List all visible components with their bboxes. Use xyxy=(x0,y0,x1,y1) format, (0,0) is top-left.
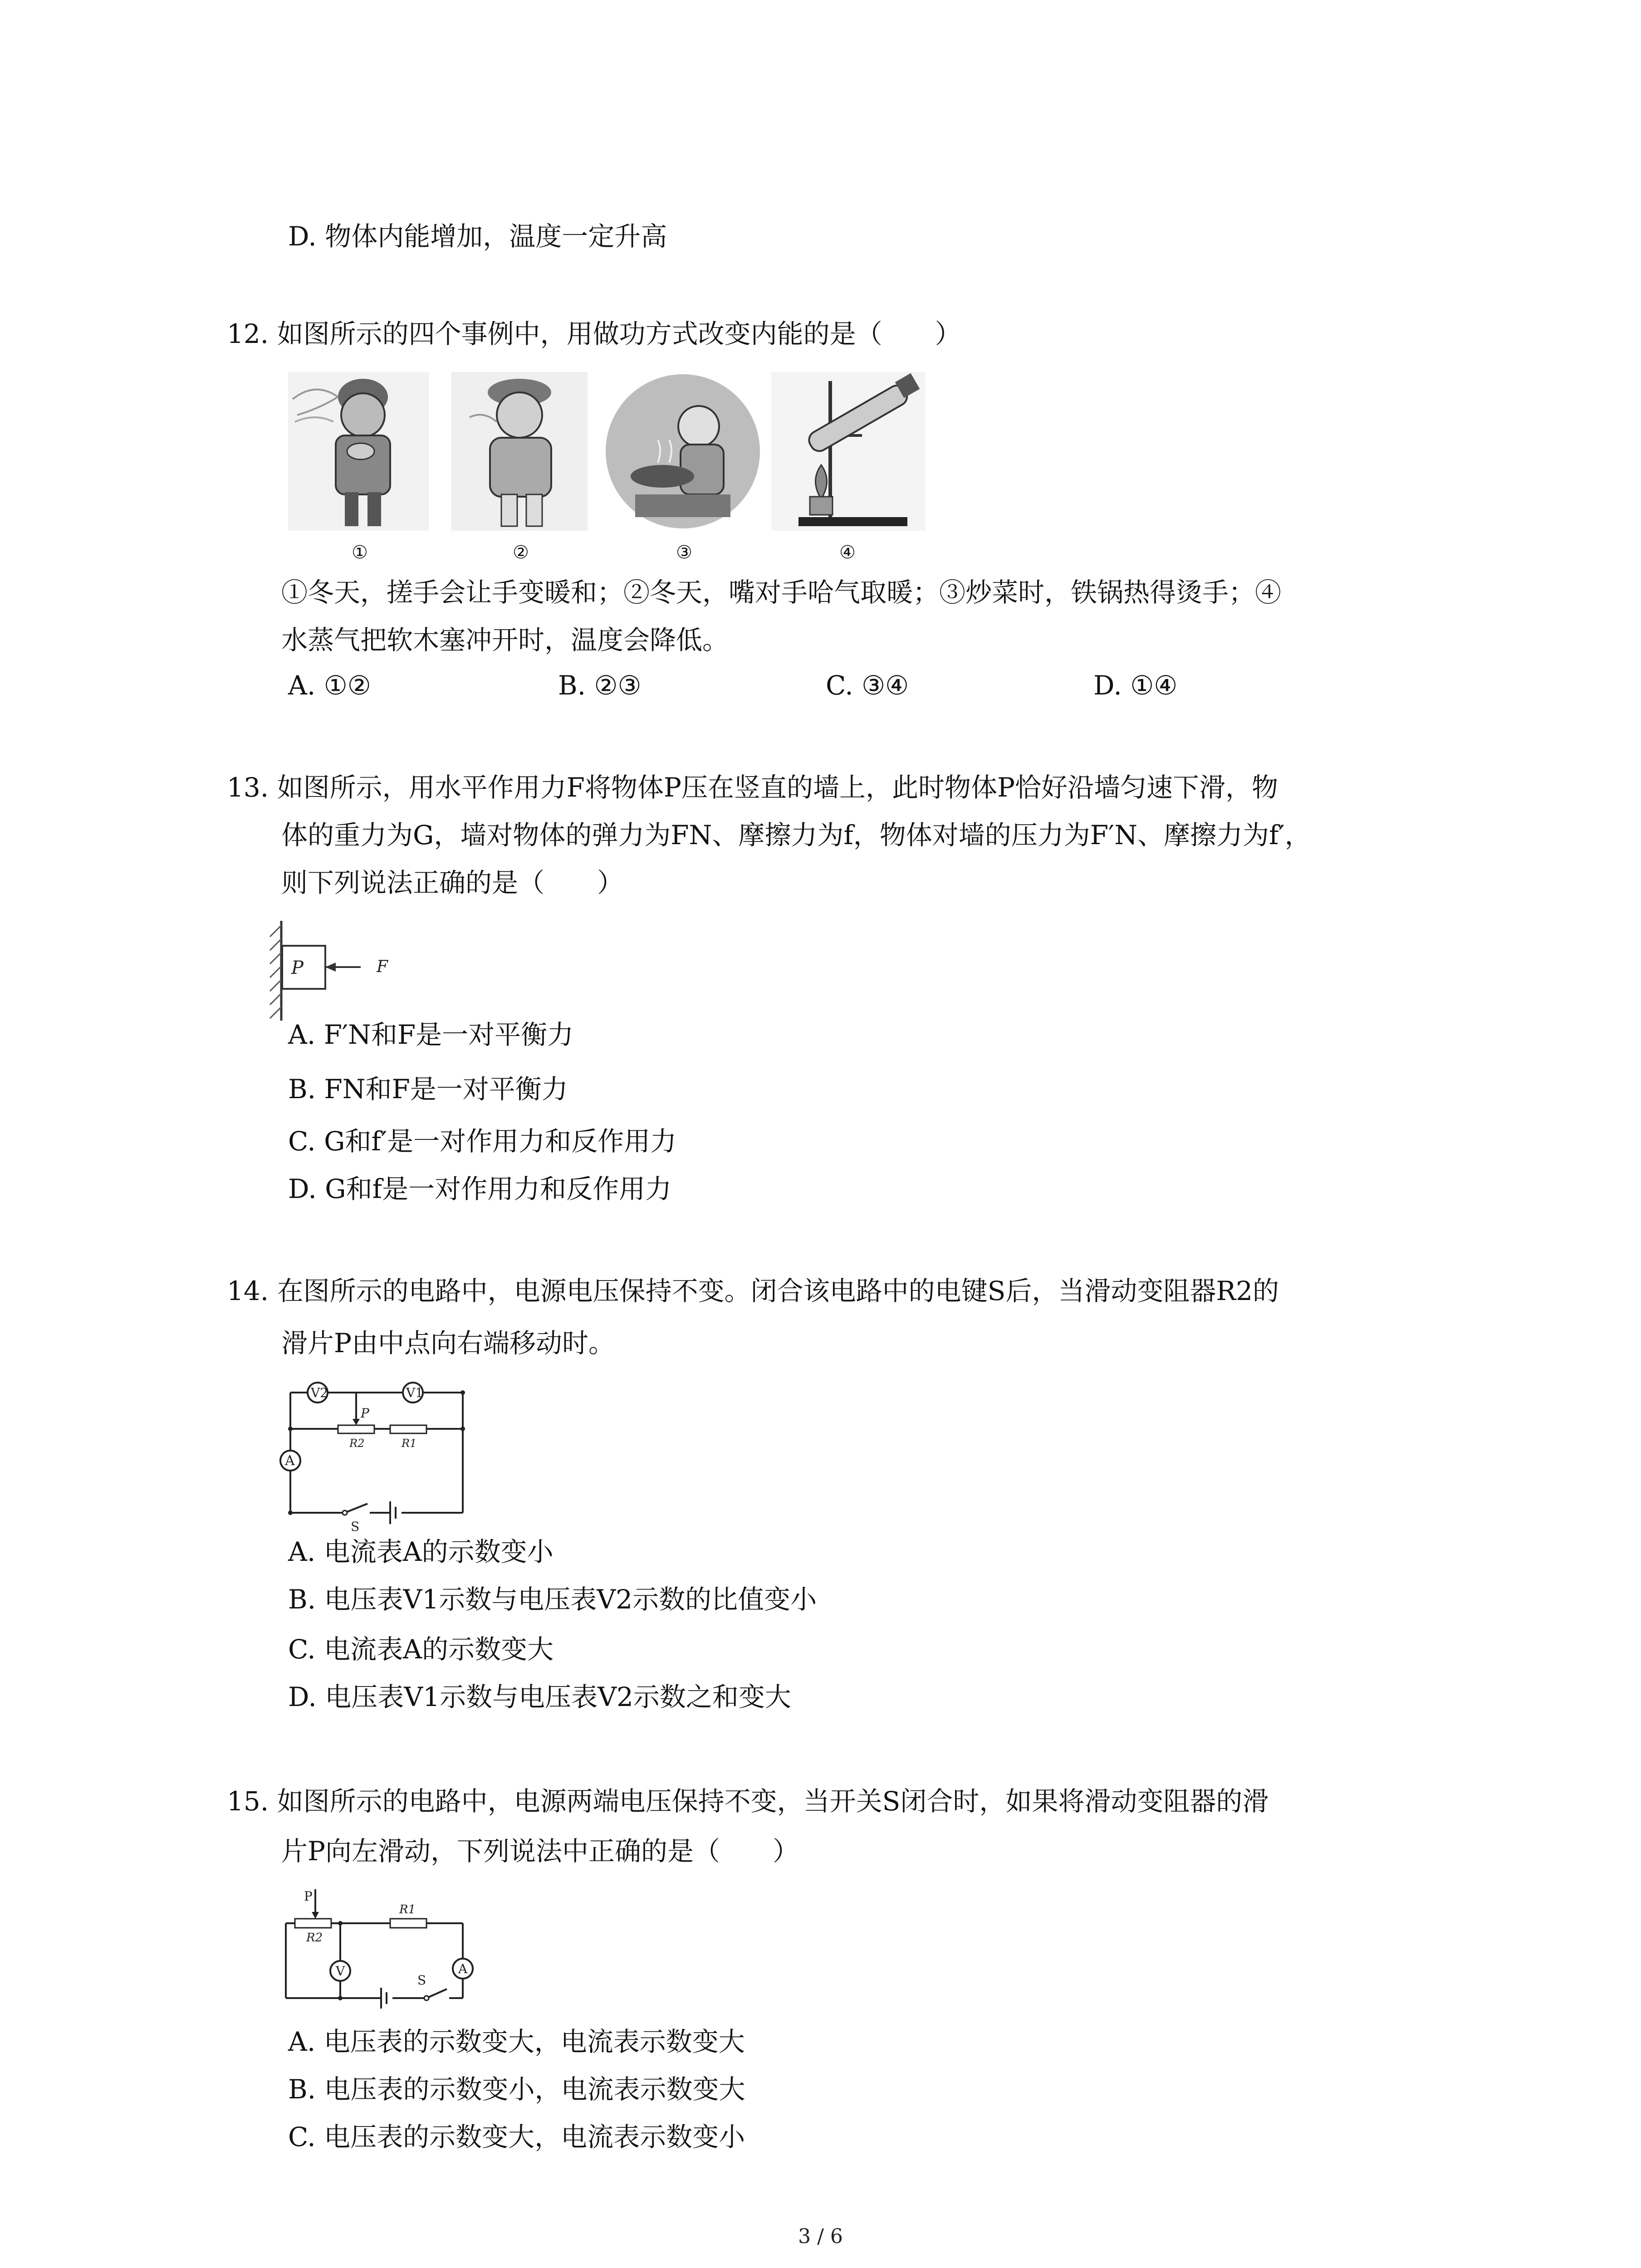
q15-option-b: B. 电压表的示数变小，电流表示数变大 xyxy=(288,2074,745,2105)
q12-description-line-1: ①冬天，搓手会让手变暖和；②冬天，嘴对手哈气取暖；③炒菜时，铁锅热得烫手；④ xyxy=(281,577,1282,608)
q14-option-b: B. 电压表V1示数与电压表V2示数的比值变小 xyxy=(288,1584,817,1615)
q13-option-a: A. F′N和F是一对平衡力 xyxy=(288,1019,574,1050)
page-number: 3 / 6 xyxy=(798,2225,843,2248)
q12-option-b: B. ②③ xyxy=(558,670,642,701)
q14-option-a: A. 电流表A的示数变小 xyxy=(288,1536,554,1567)
q14-label-r1: R1 xyxy=(402,1437,417,1450)
q12-option-c: C. ③④ xyxy=(826,670,909,701)
q13-option-c: C. G和f′是一对作用力和反作用力 xyxy=(288,1126,677,1157)
q12-option-a: A. ①② xyxy=(288,670,371,701)
q12-stem: 12. 如图所示的四个事例中，用做功方式改变内能的是（ ） xyxy=(227,318,961,349)
q12-figure-label-2: ② xyxy=(513,542,529,563)
q13-option-b: B. FN和F是一对平衡力 xyxy=(288,1074,568,1105)
q12-figure-3-cooking xyxy=(612,372,753,531)
q15-option-c: C. 电压表的示数变大，电流表示数变小 xyxy=(288,2121,745,2152)
q15-label-a: A xyxy=(458,1961,468,1976)
q14-stem-line-2: 滑片P由中点向右端移动时。 xyxy=(281,1328,615,1359)
q15-label-p: P xyxy=(304,1889,313,1904)
q13-figure-label-f: F xyxy=(377,958,388,976)
q13-stem-line-2: 体的重力为G，墙对物体的弹力为FN、摩擦力为f，物体对墙的压力为F′N、摩擦力为f′， xyxy=(281,820,1311,850)
q14-label-v2: V2 xyxy=(311,1385,328,1400)
q14-option-c: C. 电流表A的示数变大 xyxy=(288,1634,554,1665)
q12-figure-label-1: ① xyxy=(352,542,368,563)
q14-stem-line-1: 14. 在图所示的电路中，电源电压保持不变。闭合该电路中的电键S后，当滑动变阻器R2的 xyxy=(227,1276,1279,1306)
q14-label-v1: V1 xyxy=(406,1385,424,1400)
q15-stem-line-1: 15. 如图所示的电路中，电源两端电压保持不变，当开关S闭合时，如果将滑动变阻器的滑 xyxy=(227,1786,1269,1817)
q12-figure-1-rubbing-hands xyxy=(288,372,429,531)
q15-circuit-diagram xyxy=(281,1882,495,2014)
q15-option-a: A. 电压表的示数变大，电流表示数变大 xyxy=(288,2026,745,2057)
q12-option-d: D. ①④ xyxy=(1093,670,1178,701)
q12-description-line-2: 水蒸气把软木塞冲开时，温度会降低。 xyxy=(281,625,729,655)
q13-option-d: D. G和f是一对作用力和反作用力 xyxy=(288,1173,672,1204)
q14-label-p: P xyxy=(361,1406,369,1421)
q13-stem-line-3: 则下列说法正确的是（ ） xyxy=(281,867,624,898)
q13-figure-wall-block xyxy=(263,919,413,1023)
q13-stem-line-1: 13. 如图所示，用水平作用力F将物体P压在竖直的墙上，此时物体P恰好沿墙匀速下滑，物 xyxy=(227,772,1278,803)
q15-label-r1: R1 xyxy=(399,1903,416,1916)
q14-option-d: D. 电压表V1示数与电压表V2示数之和变大 xyxy=(288,1681,791,1712)
q15-label-r2: R2 xyxy=(306,1931,323,1945)
q15-label-s: S xyxy=(417,1973,426,1988)
q15-stem-line-2: 片P向左滑动，下列说法中正确的是（ ） xyxy=(281,1836,799,1867)
q14-circuit-diagram xyxy=(277,1379,472,1534)
q12-figure-label-3: ③ xyxy=(676,542,692,563)
q12-figure-4-test-tube xyxy=(771,372,926,531)
q14-label-r2: R2 xyxy=(349,1437,365,1450)
q12-figure-2-breathing-on-hands xyxy=(451,372,588,531)
q11-option-d: D. 物体内能增加，温度一定升高 xyxy=(288,221,667,252)
q13-figure-label-p: P xyxy=(291,958,304,978)
q14-label-a: A xyxy=(285,1453,295,1469)
q15-label-v: V xyxy=(336,1964,345,1979)
q14-label-s: S xyxy=(351,1519,360,1534)
q12-figure-label-4: ④ xyxy=(839,542,856,563)
